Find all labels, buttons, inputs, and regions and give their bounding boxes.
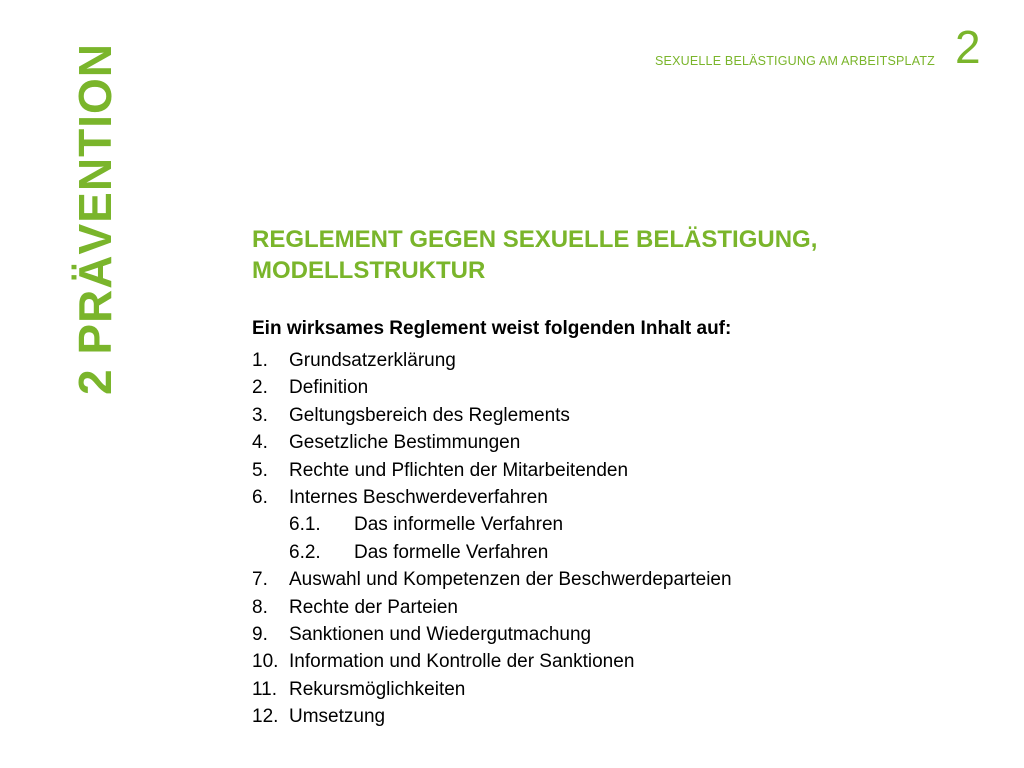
list-item-number: 6.2. <box>289 541 321 563</box>
list-item-text: Gesetzliche Bestimmungen <box>289 432 521 454</box>
list-item <box>252 347 952 374</box>
list-item-number: 3. <box>252 404 268 426</box>
list-item-number: 11. <box>252 678 278 700</box>
list-item-text: Rekursmöglichkeiten <box>289 678 466 700</box>
list-item-text: Umsetzung <box>289 706 386 728</box>
list-item-number: 5. <box>252 459 268 481</box>
section-side-title: 2 PRÄVENTION <box>69 43 121 395</box>
list-item-text: Auswahl und Kompetenzen der Beschwerdeparteien <box>289 569 732 591</box>
list-item-number: 9. <box>252 623 268 645</box>
list-item-text: Rechte und Pflichten der Mitarbeitenden <box>289 459 629 481</box>
list-subitem <box>252 511 952 538</box>
list-item-number: 6.1. <box>289 514 321 536</box>
intro-text: Ein wirksames Reglement weist folgenden Inhalt auf: <box>252 318 732 339</box>
list-item <box>252 676 952 703</box>
list-item-text: Definition <box>289 377 369 399</box>
header-label: SEXUELLE BELÄSTIGUNG AM ARBEITSPLATZ <box>655 54 935 68</box>
list-item <box>252 484 952 511</box>
list-item-number: 2. <box>252 377 268 399</box>
list-item-text: Das informelle Verfahren <box>354 514 564 536</box>
list-item <box>252 621 952 648</box>
list-item-number: 8. <box>252 596 268 618</box>
list-item-text: Grundsatzerklärung <box>289 350 456 371</box>
list-subitem <box>252 539 952 566</box>
list-item-text: Internes Beschwerdeverfahren <box>289 486 548 508</box>
list-item-text: Das formelle Verfahren <box>354 541 549 563</box>
list-item-number: 4. <box>252 432 268 454</box>
list-item <box>252 374 952 401</box>
list-item <box>252 566 952 593</box>
list-item-text: Geltungsbereich des Reglements <box>289 404 570 426</box>
list-item <box>252 648 952 675</box>
list-item-text: Information und Kontrolle der Sanktionen <box>289 651 635 673</box>
list-item-number: 10. <box>252 651 279 673</box>
chapter-number: 2 <box>955 21 981 73</box>
list-item-number: 1. <box>252 350 268 371</box>
list-item-number: 7. <box>252 569 268 591</box>
page-title: REGLEMENT GEGEN SEXUELLE BELÄSTIGUNG, MODELLSTRUKTUR <box>252 226 818 284</box>
list-item-number: 6. <box>252 486 268 508</box>
list-item-text: Rechte der Parteien <box>289 596 458 618</box>
list-item <box>252 429 952 456</box>
list-item-number: 12. <box>252 706 279 728</box>
list-item-text: Sanktionen und Wiedergutmachung <box>289 623 592 645</box>
list-item <box>252 457 952 484</box>
list-item <box>252 402 952 429</box>
list-item <box>252 703 952 730</box>
content-list <box>252 347 952 730</box>
list-item <box>252 594 952 621</box>
